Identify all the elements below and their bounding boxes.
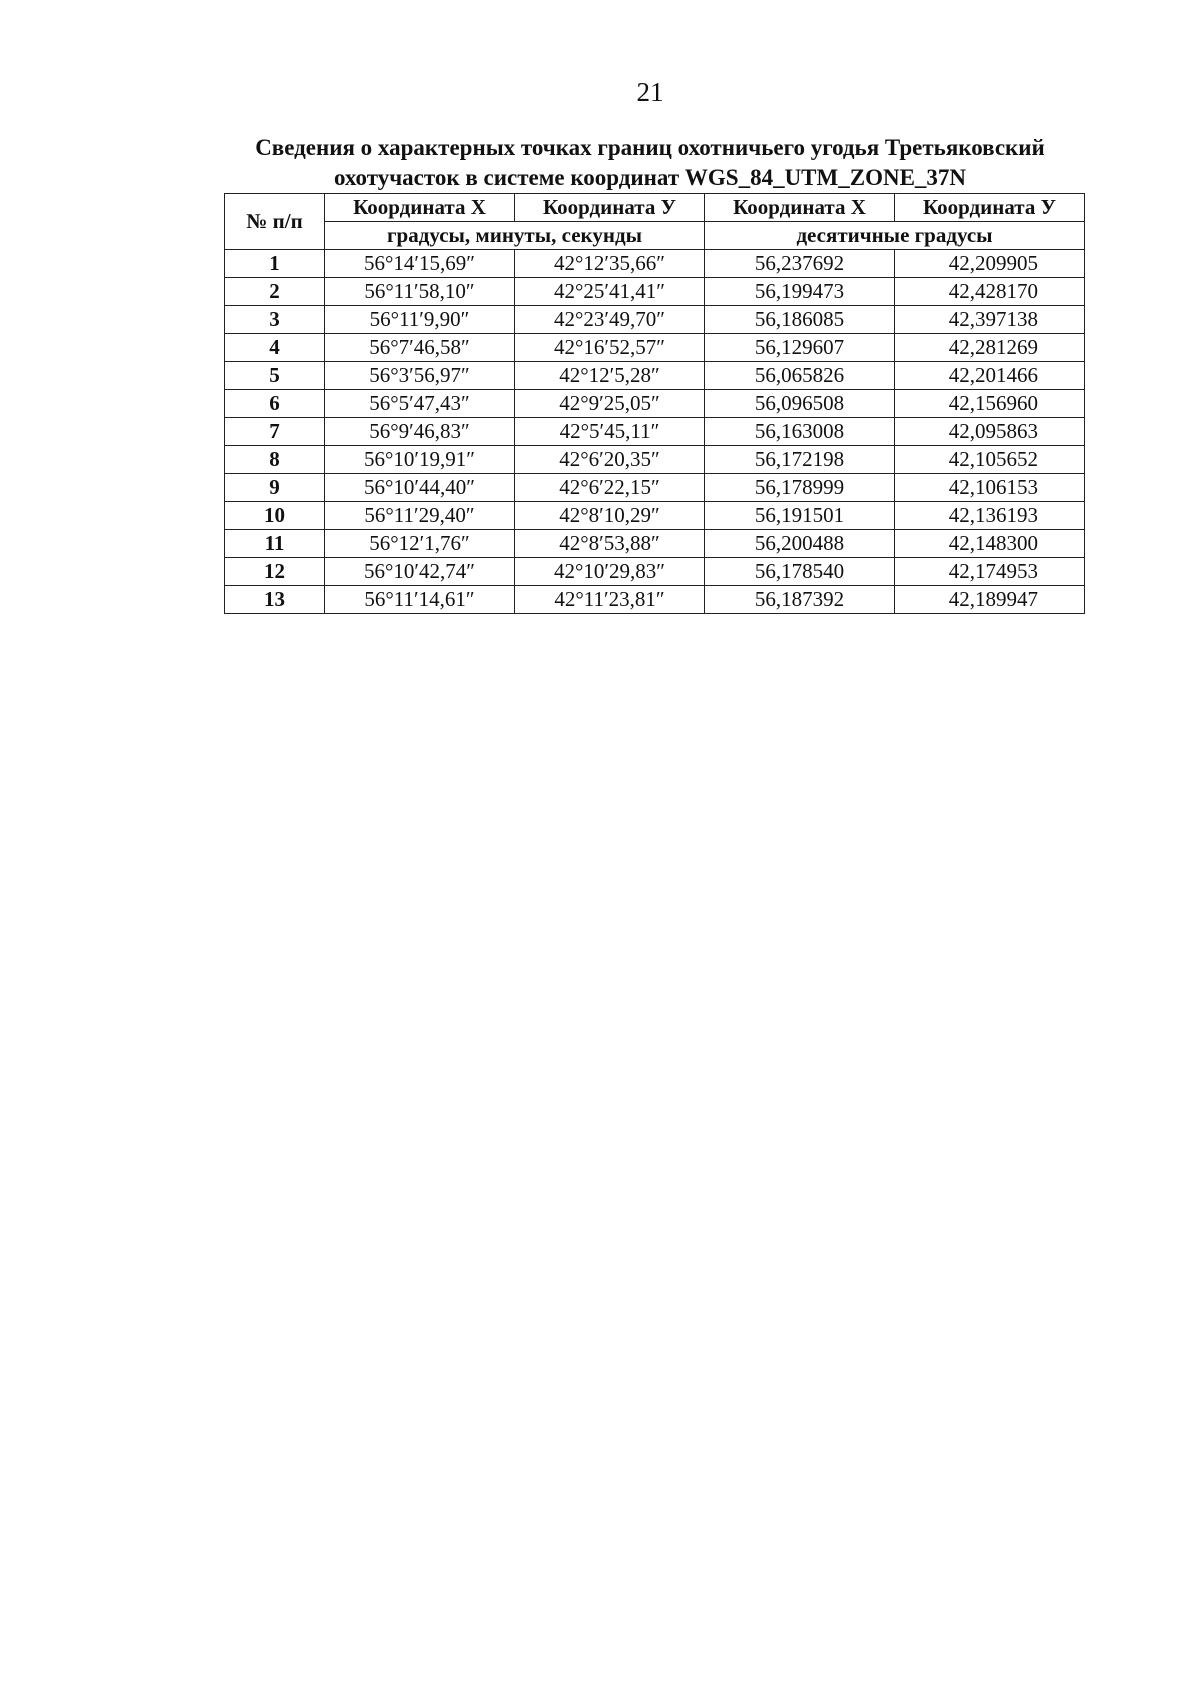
cell-coord-x-dms: 56°5′47,43″ <box>325 390 515 418</box>
table-row <box>225 278 1085 306</box>
table-row <box>225 474 1085 502</box>
cell-number: 13 <box>225 586 325 614</box>
document-title <box>200 133 1100 193</box>
cell-number: 5 <box>225 362 325 390</box>
cell-number: 9 <box>225 474 325 502</box>
cell-number: 3 <box>225 306 325 334</box>
cell-coord-y-dec: 42,428170 <box>895 278 1085 306</box>
cell-coord-y-dms: 42°12′35,66″ <box>515 250 705 278</box>
cell-coord-x-dec: 56,191501 <box>705 502 895 530</box>
table-header <box>225 194 1085 250</box>
table-row <box>225 502 1085 530</box>
cell-coord-y-dec: 42,189947 <box>895 586 1085 614</box>
cell-coord-x-dms: 56°12′1,76″ <box>325 530 515 558</box>
cell-coord-y-dec: 42,201466 <box>895 362 1085 390</box>
table-body <box>225 250 1085 614</box>
cell-coord-x-dms: 56°14′15,69″ <box>325 250 515 278</box>
cell-coord-y-dms: 42°23′49,70″ <box>515 306 705 334</box>
cell-coord-x-dec: 56,096508 <box>705 390 895 418</box>
cell-coord-y-dms: 42°9′25,05″ <box>515 390 705 418</box>
cell-coord-y-dec: 42,105652 <box>895 446 1085 474</box>
cell-coord-y-dms: 42°25′41,41″ <box>515 278 705 306</box>
header-coord-y-dec: Координата У <box>895 194 1085 222</box>
table-row <box>225 446 1085 474</box>
cell-coord-y-dms: 42°16′52,57″ <box>515 334 705 362</box>
header-dec-group: десятичные градусы <box>705 222 1085 250</box>
table-row <box>225 558 1085 586</box>
cell-coord-x-dms: 56°11′14,61″ <box>325 586 515 614</box>
header-dms-group: градусы, минуты, секунды <box>325 222 705 250</box>
cell-number: 10 <box>225 502 325 530</box>
table-row <box>225 306 1085 334</box>
cell-coord-x-dms: 56°7′46,58″ <box>325 334 515 362</box>
cell-coord-y-dec: 42,397138 <box>895 306 1085 334</box>
cell-coord-y-dms: 42°12′5,28″ <box>515 362 705 390</box>
cell-coord-x-dec: 56,199473 <box>705 278 895 306</box>
cell-coord-x-dms: 56°9′46,83″ <box>325 418 515 446</box>
cell-coord-x-dec: 56,187392 <box>705 586 895 614</box>
cell-coord-y-dec: 42,106153 <box>895 474 1085 502</box>
cell-coord-y-dec: 42,174953 <box>895 558 1085 586</box>
cell-coord-y-dec: 42,095863 <box>895 418 1085 446</box>
cell-number: 7 <box>225 418 325 446</box>
cell-coord-x-dms: 56°11′58,10″ <box>325 278 515 306</box>
header-number: № п/п <box>225 194 325 250</box>
cell-coord-x-dec: 56,237692 <box>705 250 895 278</box>
cell-number: 1 <box>225 250 325 278</box>
cell-number: 2 <box>225 278 325 306</box>
title-line-1: Сведения о характерных точках границ охотничьего угодья Третьяковский <box>255 135 1045 160</box>
cell-coord-y-dec: 42,156960 <box>895 390 1085 418</box>
table-row <box>225 418 1085 446</box>
cell-coord-y-dms: 42°6′22,15″ <box>515 474 705 502</box>
header-row-1 <box>225 194 1085 222</box>
header-coord-x-dec: Координата X <box>705 194 895 222</box>
table-row <box>225 362 1085 390</box>
cell-coord-x-dms: 56°11′29,40″ <box>325 502 515 530</box>
cell-coord-x-dec: 56,129607 <box>705 334 895 362</box>
cell-coord-x-dec: 56,178540 <box>705 558 895 586</box>
table-row <box>225 390 1085 418</box>
title-line-2: охотучасток в системе координат WGS_84_UTM_ZONE_37N <box>333 165 967 190</box>
page-number: 21 <box>636 77 664 107</box>
cell-coord-y-dms: 42°8′10,29″ <box>515 502 705 530</box>
table-row <box>225 250 1085 278</box>
header-coord-x-dms: Координата X <box>325 194 515 222</box>
cell-number: 4 <box>225 334 325 362</box>
cell-coord-x-dms: 56°10′19,91″ <box>325 446 515 474</box>
cell-coord-x-dms: 56°10′42,74″ <box>325 558 515 586</box>
table-row <box>225 586 1085 614</box>
cell-coord-x-dec: 56,065826 <box>705 362 895 390</box>
cell-coord-y-dec: 42,148300 <box>895 530 1085 558</box>
cell-coord-y-dms: 42°6′20,35″ <box>515 446 705 474</box>
cell-number: 6 <box>225 390 325 418</box>
cell-coord-y-dms: 42°11′23,81″ <box>515 586 705 614</box>
cell-coord-x-dec: 56,172198 <box>705 446 895 474</box>
cell-number: 12 <box>225 558 325 586</box>
cell-coord-y-dms: 42°5′45,11″ <box>515 418 705 446</box>
cell-coord-x-dms: 56°11′9,90″ <box>325 306 515 334</box>
cell-coord-x-dec: 56,178999 <box>705 474 895 502</box>
table-row <box>225 530 1085 558</box>
cell-coord-x-dec: 56,186085 <box>705 306 895 334</box>
cell-coord-y-dms: 42°8′53,88″ <box>515 530 705 558</box>
cell-number: 8 <box>225 446 325 474</box>
cell-coord-x-dms: 56°3′56,97″ <box>325 362 515 390</box>
coordinates-table <box>224 193 1085 614</box>
cell-coord-x-dms: 56°10′44,40″ <box>325 474 515 502</box>
cell-number: 11 <box>225 530 325 558</box>
cell-coord-x-dec: 56,200488 <box>705 530 895 558</box>
cell-coord-x-dec: 56,163008 <box>705 418 895 446</box>
table-row <box>225 334 1085 362</box>
cell-coord-y-dec: 42,136193 <box>895 502 1085 530</box>
cell-coord-y-dms: 42°10′29,83″ <box>515 558 705 586</box>
header-coord-y-dms: Координата У <box>515 194 705 222</box>
cell-coord-y-dec: 42,281269 <box>895 334 1085 362</box>
cell-coord-y-dec: 42,209905 <box>895 250 1085 278</box>
header-row-2 <box>225 222 1085 250</box>
